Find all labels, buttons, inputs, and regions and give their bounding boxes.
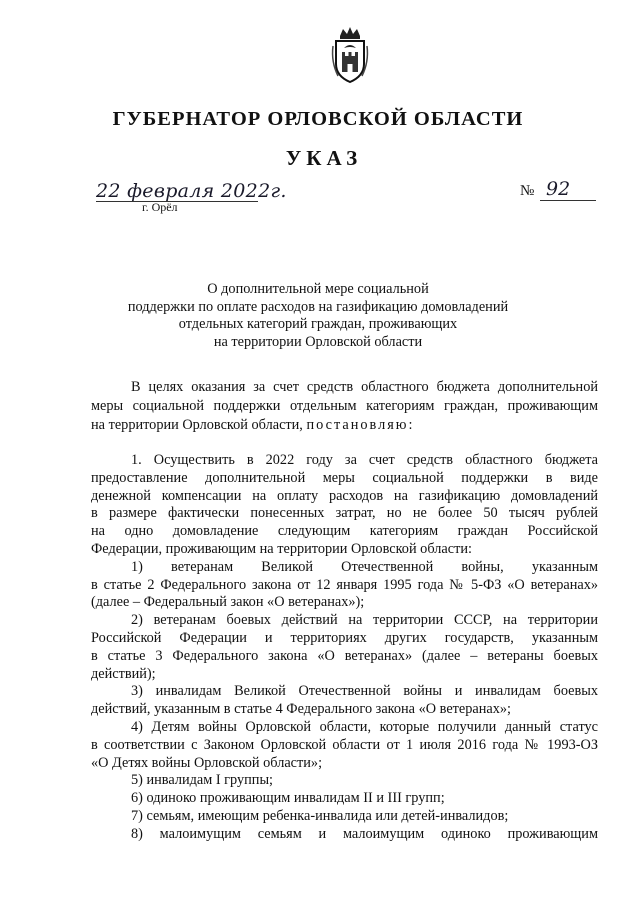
- handwritten-date: 22 февраля 2022г.: [96, 180, 287, 202]
- body-line: в соответствии с Законом Орловской области от 1 июля 2016 года № 1993-ОЗ: [91, 736, 598, 753]
- document-type: УКАЗ: [285, 146, 363, 170]
- list-item-7: 7) семьям, имеющим ребенка-инвалида или детей-инвалидов;: [131, 807, 509, 824]
- title-line: О дополнительной мере социальной: [207, 281, 429, 297]
- city-label: г. Орёл: [142, 200, 178, 214]
- number-underline: [540, 200, 596, 201]
- list-item-5: 5) инвалидам I группы;: [131, 772, 274, 789]
- list-item-6: 6) одиноко проживающим инвалидам II и III групп;: [131, 790, 445, 807]
- body-line: действий, указанным в статье 4 Федерального закона «О ветеранах»;: [91, 701, 512, 718]
- body-line: действий);: [91, 665, 156, 682]
- list-item-2: 2) ветеранам боевых действий на территории СССР, на территории: [131, 612, 598, 629]
- body-line: в статье 3 Федерального закона «О ветеранах» (далее – ветераны боевых: [91, 647, 598, 664]
- document-title: [0, 281, 636, 351]
- orel-coat-of-arms-icon: [330, 26, 370, 86]
- title-line: на территории Орловской области: [213, 333, 423, 350]
- preamble: [91, 378, 598, 435]
- issuing-authority: ГУБЕРНАТОР ОРЛОВСКОЙ ОБЛАСТИ: [112, 108, 524, 130]
- preamble-line: В целях оказания за счет средств областного бюджета дополнительной: [131, 379, 598, 395]
- list-item-4: 4) Детям войны Орловской области, которые получили данный статус: [131, 718, 598, 735]
- title-line: поддержки по оплате расходов на газификацию домовладений: [127, 298, 509, 315]
- title-line: отдельных категорий граждан, проживающих: [178, 316, 458, 332]
- preamble-last-line: [91, 416, 598, 435]
- body-line: «О Детях войны Орловской области»;: [91, 754, 323, 771]
- body-line: 1. Осуществить в 2022 году за счет средств областного бюджета: [131, 452, 598, 468]
- handwritten-number: 92: [546, 178, 571, 200]
- decree-colon: :: [408, 417, 413, 433]
- preamble-line: на территории Орловской области,: [91, 417, 303, 433]
- body-line: в статье 2 Федерального закона от 12 января 1995 года № 5-ФЗ «О ветеранах»: [91, 576, 598, 593]
- decree-word: постановляю: [306, 417, 409, 433]
- body-line: (далее – Федеральный закон «О ветеранах»);: [91, 594, 365, 611]
- body-line: на одно домовладение следующим категориям граждан Российской: [91, 523, 598, 540]
- decree-body: [91, 452, 598, 844]
- body-line: в размере фактически понесенных затрат, но не более 50 тысяч рублей: [91, 505, 598, 522]
- body-line: предоставление дополнительной меры социальной поддержки в виде: [91, 469, 598, 486]
- body-line: денежной компенсации на оплату расходов на газификацию домовладений: [91, 487, 598, 504]
- list-item-1: 1) ветеранам Великой Отечественной войны, указанным: [131, 558, 598, 575]
- body-line: Федерации, проживающим на территории Орловской области:: [91, 540, 472, 557]
- body-line: Российской Федерации и территориях других государств, указанным: [91, 629, 598, 646]
- number-label: №: [520, 183, 535, 199]
- list-item-8: 8) малоимущим семьям и малоимущим одиноко проживающим: [131, 825, 598, 842]
- list-item-3: 3) инвалидам Великой Отечественной войны и инвалидам боевых: [131, 683, 598, 700]
- preamble-line: меры социальной поддержки отдельным категориям граждан, проживающим: [91, 398, 598, 414]
